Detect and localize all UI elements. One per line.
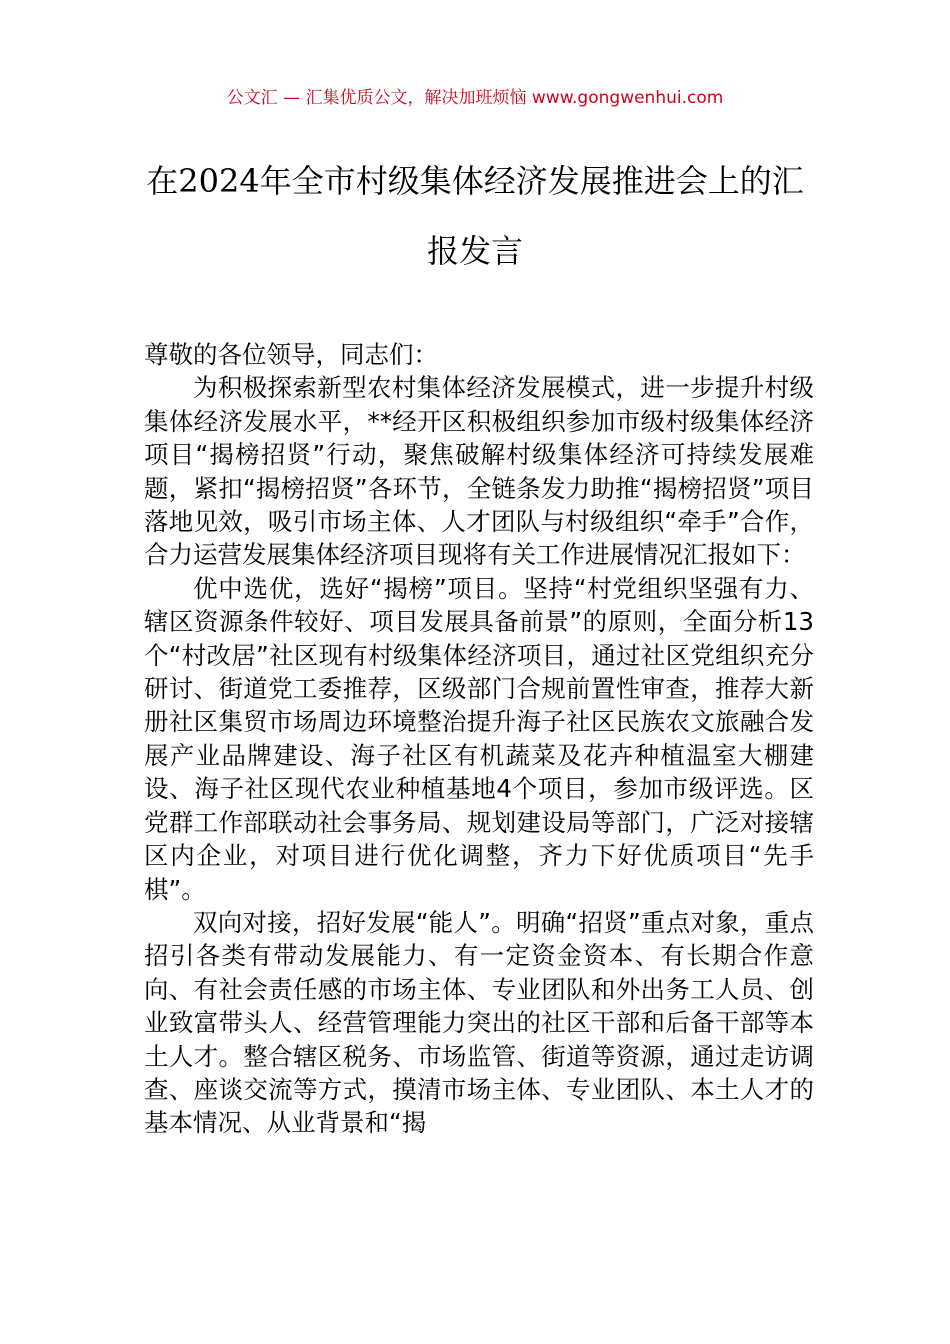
paragraph-project-selection: 优中选优，选好“揭榜”项目。坚持“村党组织坚强有力、辖区资源条件较好、项目发展具备前景”的原则，全面分析13个“村改居”社区现有村级集体经济项目，通过社区党组织充分研讨、街道党工委推荐，区级部门合规前置性审查，推荐大新册社区集贸市场周边环境整治提升海子社区民族农文旅融合发展产业品牌建设、海子社区有机蔬菜及花卉种植温室大棚建设、海子社区现代农业种植基地4个项目，参加市级评选。区党群工作部联动社会事务局、规划建设局等部门，广泛对接辖区内企业，对项目进行优化调整，齐力下好优质项目“先手棋”。 — [144, 573, 814, 904]
paragraph-intro: 为积极探索新型农村集体经济发展模式，进一步提升村级集体经济发展水平，**经开区积极组织参加市级村级集体经济项目“揭榜招贤”行动，聚焦破解村级集体经济可持续发展难题，紧扣“揭榜招贤”各环节，全链条发力助推“揭榜招贤”项目落地见效，吸引市场主体、人才团队与村级组织“牵手”合作，合力运营发展集体经济项目现将有关工作进展情况汇报如下： — [144, 373, 814, 570]
salutation: 尊敬的各位领导，同志们： — [144, 340, 438, 369]
header-banner: 公文汇 — 汇集优质公文，解决加班烦恼 www.gongwenhui.com — [226, 88, 724, 108]
page-title: 在2024年全市村级集体经济发展推进会上的汇报发言 — [146, 162, 804, 270]
paragraph-talent-recruitment: 双向对接，招好发展“能人”。明确“招贤”重点对象，重点招引各类有带动发展能力、有一定资金资本、有长期合作意向、有社会责任感的市场主体、专业团队和外出务工人员、创业致富带头人、经营管理能力突出的社区干部和后备干部等本土人才。整合辖区税务、市场监管、街道等资源，通过走访调查、座谈交流等方式，摸清市场主体、专业团队、本土人才的基本情况、从业背景和“揭 — [144, 907, 814, 1138]
document-body — [144, 338, 814, 1140]
